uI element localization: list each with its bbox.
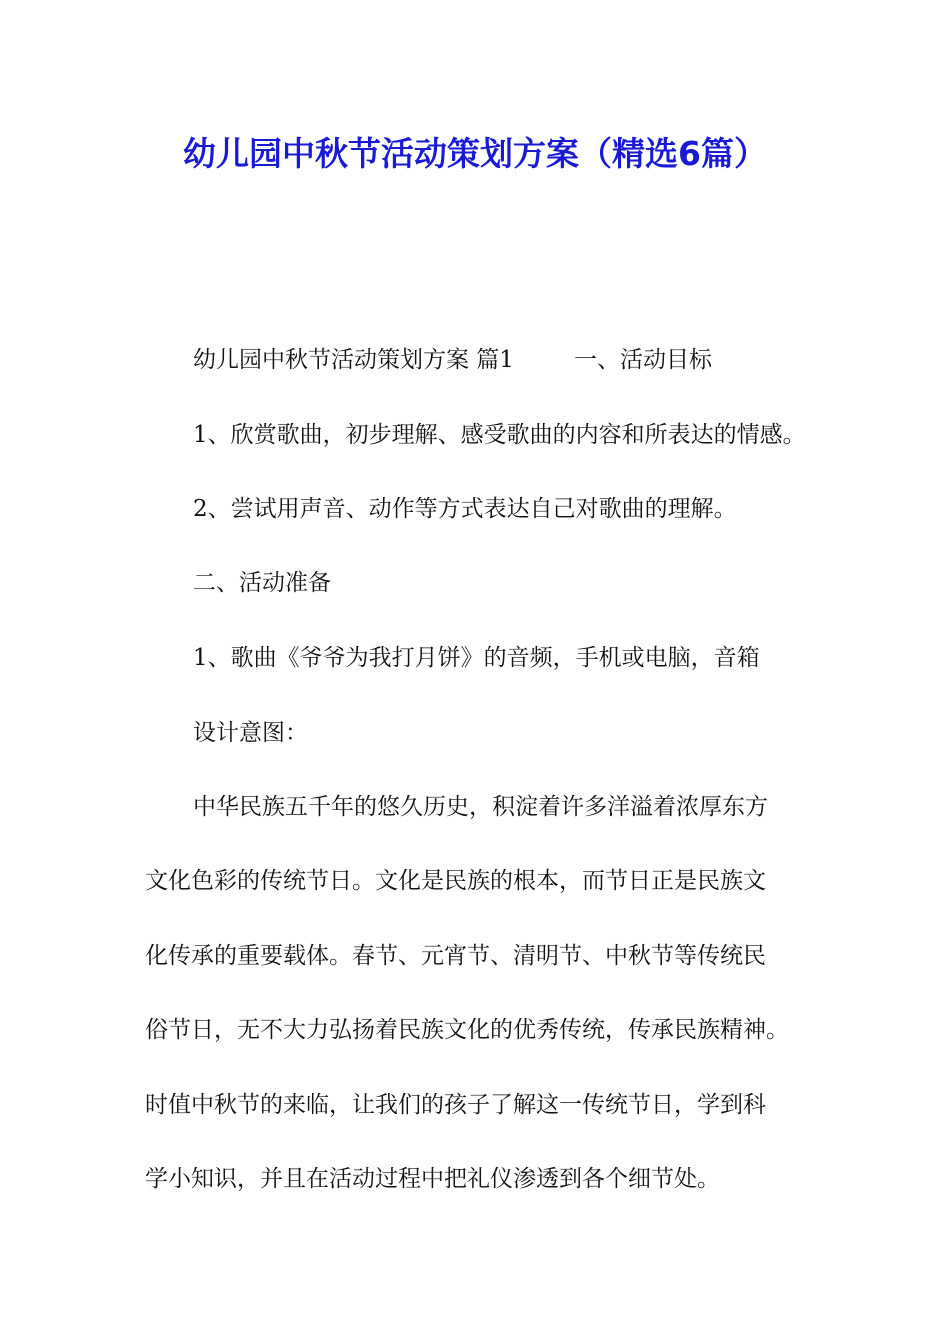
paragraph-line-5: 时值中秋节的来临，让我们的孩子了解这一传统节日，学到科 (145, 1092, 766, 1118)
paragraph-line-2: 文化色彩的传统节日。文化是民族的根本，而节日正是民族文 (145, 868, 766, 894)
prep-heading: 二、活动准备 (193, 570, 331, 596)
paragraph-line-6: 学小知识，并且在活动过程中把礼仪渗透到各个细节处。 (145, 1166, 720, 1192)
goal-heading: 一、活动目标 (573, 347, 712, 373)
paragraph-line-1: 中华民族五千年的悠久历史，积淀着许多洋溢着浓厚东方 (193, 794, 768, 820)
prep-item-1: 1、歌曲《爷爷为我打月饼》的音频，手机或电脑，音箱 (193, 645, 760, 671)
paragraph-line-4: 俗节日，无不大力弘扬着民族文化的优秀传统，传承民族精神。 (145, 1017, 789, 1043)
design-heading: 设计意图： (193, 720, 308, 746)
paragraph-line-3: 化传承的重要载体。春节、元宵节、清明节、中秋节等传统民 (145, 943, 766, 969)
section-heading: 幼儿园中秋节活动策划方案 篇1 (193, 347, 514, 373)
section-heading-line (193, 344, 712, 376)
document-title: 幼儿园中秋节活动策划方案（精选6篇） (183, 134, 767, 173)
goal-item-1: 1、欣赏歌曲，初步理解、感受歌曲的内容和所表达的情感。 (193, 422, 806, 448)
goal-item-2: 2、尝试用声音、动作等方式表达自己对歌曲的理解。 (193, 496, 737, 522)
